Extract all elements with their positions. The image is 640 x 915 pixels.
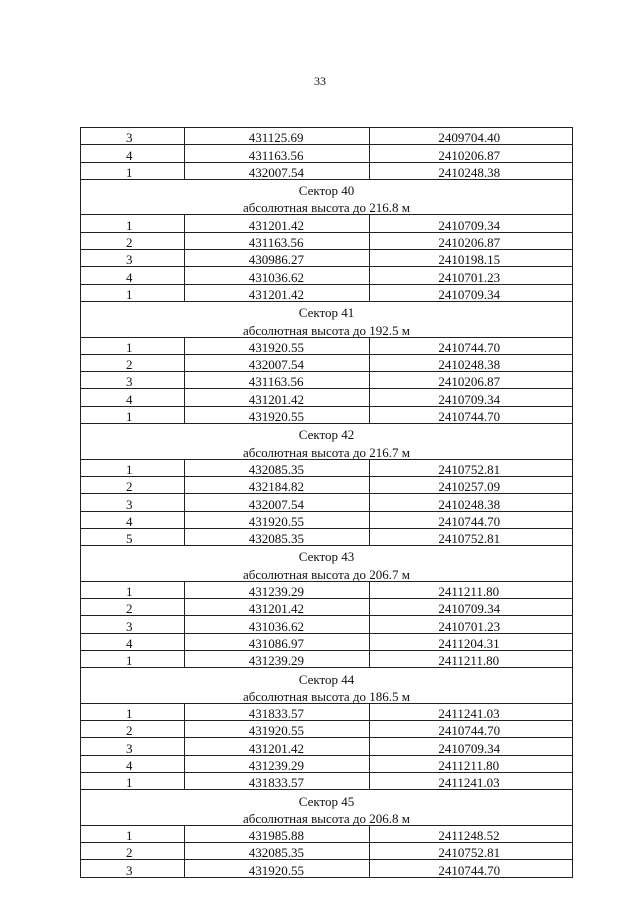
sector-altitude: абсолютная высота до 186.5 м (81, 686, 573, 704)
sector-altitude: абсолютная высота до 206.7 м (81, 563, 573, 581)
table-row (81, 511, 573, 528)
table-row (81, 459, 573, 476)
point-number-cell: 1 (81, 215, 185, 232)
sector-header-row (81, 546, 573, 564)
x-coordinate-cell: 432007.54 (184, 162, 370, 179)
point-number-cell: 1 (81, 284, 185, 301)
table-row (81, 528, 573, 545)
point-number-cell: 1 (81, 650, 185, 667)
table-row (81, 284, 573, 301)
y-coordinate-cell: 2411248.52 (370, 825, 573, 842)
sector-title: Сектор 42 (81, 424, 573, 442)
x-coordinate-cell: 431833.57 (184, 772, 370, 789)
point-number-cell: 3 (81, 128, 185, 145)
sector-title: Сектор 43 (81, 546, 573, 564)
table-row (81, 633, 573, 650)
x-coordinate-cell: 432085.35 (184, 528, 370, 545)
sector-altitude: абсолютная высота до 216.7 м (81, 441, 573, 459)
y-coordinate-cell: 2410709.34 (370, 215, 573, 232)
y-coordinate-cell: 2410752.81 (370, 528, 573, 545)
y-coordinate-cell: 2410744.70 (370, 337, 573, 354)
y-coordinate-cell: 2410248.38 (370, 162, 573, 179)
y-coordinate-cell: 2410752.81 (370, 843, 573, 860)
y-coordinate-cell: 2410248.38 (370, 494, 573, 511)
x-coordinate-cell: 431833.57 (184, 703, 370, 720)
point-number-cell: 4 (81, 511, 185, 528)
x-coordinate-cell: 431201.42 (184, 599, 370, 616)
point-number-cell: 3 (81, 860, 185, 877)
coordinates-table (80, 127, 573, 878)
x-coordinate-cell: 432085.35 (184, 843, 370, 860)
x-coordinate-cell: 431920.55 (184, 860, 370, 877)
table-row (81, 772, 573, 789)
y-coordinate-cell: 2411241.03 (370, 772, 573, 789)
x-coordinate-cell: 431239.29 (184, 650, 370, 667)
table-row (81, 650, 573, 667)
table-row (81, 267, 573, 284)
y-coordinate-cell: 2410206.87 (370, 145, 573, 162)
y-coordinate-cell: 2411211.80 (370, 581, 573, 598)
page-number: 33 (314, 74, 326, 88)
point-number-cell: 4 (81, 755, 185, 772)
x-coordinate-cell: 431036.62 (184, 616, 370, 633)
sector-title: Сектор 45 (81, 790, 573, 808)
x-coordinate-cell: 432085.35 (184, 459, 370, 476)
table-row (81, 250, 573, 267)
point-number-cell: 1 (81, 162, 185, 179)
table-row (81, 825, 573, 842)
point-number-cell: 3 (81, 372, 185, 389)
x-coordinate-cell: 431201.42 (184, 215, 370, 232)
sector-header-row (81, 686, 573, 704)
table-row (81, 476, 573, 493)
point-number-cell: 3 (81, 250, 185, 267)
table-row (81, 738, 573, 755)
table-row (81, 721, 573, 738)
table-row (81, 703, 573, 720)
point-number-cell: 1 (81, 703, 185, 720)
table-row (81, 162, 573, 179)
y-coordinate-cell: 2411211.80 (370, 650, 573, 667)
sector-title: Сектор 40 (81, 179, 573, 197)
table-row (81, 755, 573, 772)
table-row (81, 232, 573, 249)
sector-title: Сектор 41 (81, 301, 573, 319)
point-number-cell: 1 (81, 337, 185, 354)
point-number-cell: 5 (81, 528, 185, 545)
y-coordinate-cell: 2410752.81 (370, 459, 573, 476)
x-coordinate-cell: 431036.62 (184, 267, 370, 284)
point-number-cell: 3 (81, 738, 185, 755)
x-coordinate-cell: 431125.69 (184, 128, 370, 145)
x-coordinate-cell: 431920.55 (184, 406, 370, 423)
y-coordinate-cell: 2410744.70 (370, 860, 573, 877)
table-row (81, 406, 573, 423)
x-coordinate-cell: 431920.55 (184, 337, 370, 354)
point-number-cell: 4 (81, 633, 185, 650)
sector-altitude: абсолютная высота до 216.8 м (81, 197, 573, 215)
y-coordinate-cell: 2410744.70 (370, 721, 573, 738)
point-number-cell: 3 (81, 494, 185, 511)
point-number-cell: 4 (81, 389, 185, 406)
sector-header-row (81, 319, 573, 337)
point-number-cell: 3 (81, 616, 185, 633)
sector-header-row (81, 424, 573, 442)
table-row (81, 215, 573, 232)
point-number-cell: 2 (81, 232, 185, 249)
y-coordinate-cell: 2410206.87 (370, 372, 573, 389)
point-number-cell: 4 (81, 145, 185, 162)
x-coordinate-cell: 431985.88 (184, 825, 370, 842)
point-number-cell: 4 (81, 267, 185, 284)
y-coordinate-cell: 2410198.15 (370, 250, 573, 267)
point-number-cell: 2 (81, 599, 185, 616)
y-coordinate-cell: 2411211.80 (370, 755, 573, 772)
y-coordinate-cell: 2411241.03 (370, 703, 573, 720)
x-coordinate-cell: 431201.42 (184, 389, 370, 406)
x-coordinate-cell: 431163.56 (184, 232, 370, 249)
x-coordinate-cell: 431920.55 (184, 511, 370, 528)
table-row (81, 599, 573, 616)
table-row (81, 581, 573, 598)
x-coordinate-cell: 431201.42 (184, 738, 370, 755)
sector-header-row (81, 441, 573, 459)
y-coordinate-cell: 2410257.09 (370, 476, 573, 493)
y-coordinate-cell: 2410709.34 (370, 389, 573, 406)
y-coordinate-cell: 2410701.23 (370, 616, 573, 633)
table-row (81, 843, 573, 860)
x-coordinate-cell: 432184.82 (184, 476, 370, 493)
point-number-cell: 1 (81, 459, 185, 476)
sector-altitude: абсолютная высота до 206.8 м (81, 808, 573, 826)
point-number-cell: 1 (81, 772, 185, 789)
sector-header-row (81, 790, 573, 808)
point-number-cell: 2 (81, 476, 185, 493)
table-row (81, 145, 573, 162)
sector-title: Сектор 44 (81, 668, 573, 686)
point-number-cell: 2 (81, 354, 185, 371)
point-number-cell: 1 (81, 406, 185, 423)
table-row (81, 128, 573, 145)
y-coordinate-cell: 2410744.70 (370, 406, 573, 423)
x-coordinate-cell: 431163.56 (184, 145, 370, 162)
point-number-cell: 2 (81, 721, 185, 738)
sector-header-row (81, 668, 573, 686)
sector-header-row (81, 197, 573, 215)
x-coordinate-cell: 431086.97 (184, 633, 370, 650)
x-coordinate-cell: 431920.55 (184, 721, 370, 738)
x-coordinate-cell: 430986.27 (184, 250, 370, 267)
table-row (81, 372, 573, 389)
sector-header-row (81, 301, 573, 319)
table-row (81, 616, 573, 633)
y-coordinate-cell: 2409704.40 (370, 128, 573, 145)
y-coordinate-cell: 2410701.23 (370, 267, 573, 284)
table-row (81, 494, 573, 511)
x-coordinate-cell: 431239.29 (184, 755, 370, 772)
sector-header-row (81, 179, 573, 197)
sector-header-row (81, 808, 573, 826)
y-coordinate-cell: 2410709.34 (370, 599, 573, 616)
coordinates-table-body (81, 128, 573, 878)
y-coordinate-cell: 2410206.87 (370, 232, 573, 249)
table-row (81, 354, 573, 371)
x-coordinate-cell: 431201.42 (184, 284, 370, 301)
x-coordinate-cell: 432007.54 (184, 494, 370, 511)
y-coordinate-cell: 2410709.34 (370, 284, 573, 301)
x-coordinate-cell: 431163.56 (184, 372, 370, 389)
y-coordinate-cell: 2410744.70 (370, 511, 573, 528)
sector-header-row (81, 563, 573, 581)
table-row (81, 337, 573, 354)
x-coordinate-cell: 432007.54 (184, 354, 370, 371)
y-coordinate-cell: 2410709.34 (370, 738, 573, 755)
table-row (81, 860, 573, 877)
point-number-cell: 2 (81, 843, 185, 860)
table-row (81, 389, 573, 406)
sector-altitude: абсолютная высота до 192.5 м (81, 319, 573, 337)
point-number-cell: 1 (81, 581, 185, 598)
y-coordinate-cell: 2411204.31 (370, 633, 573, 650)
point-number-cell: 1 (81, 825, 185, 842)
y-coordinate-cell: 2410248.38 (370, 354, 573, 371)
x-coordinate-cell: 431239.29 (184, 581, 370, 598)
